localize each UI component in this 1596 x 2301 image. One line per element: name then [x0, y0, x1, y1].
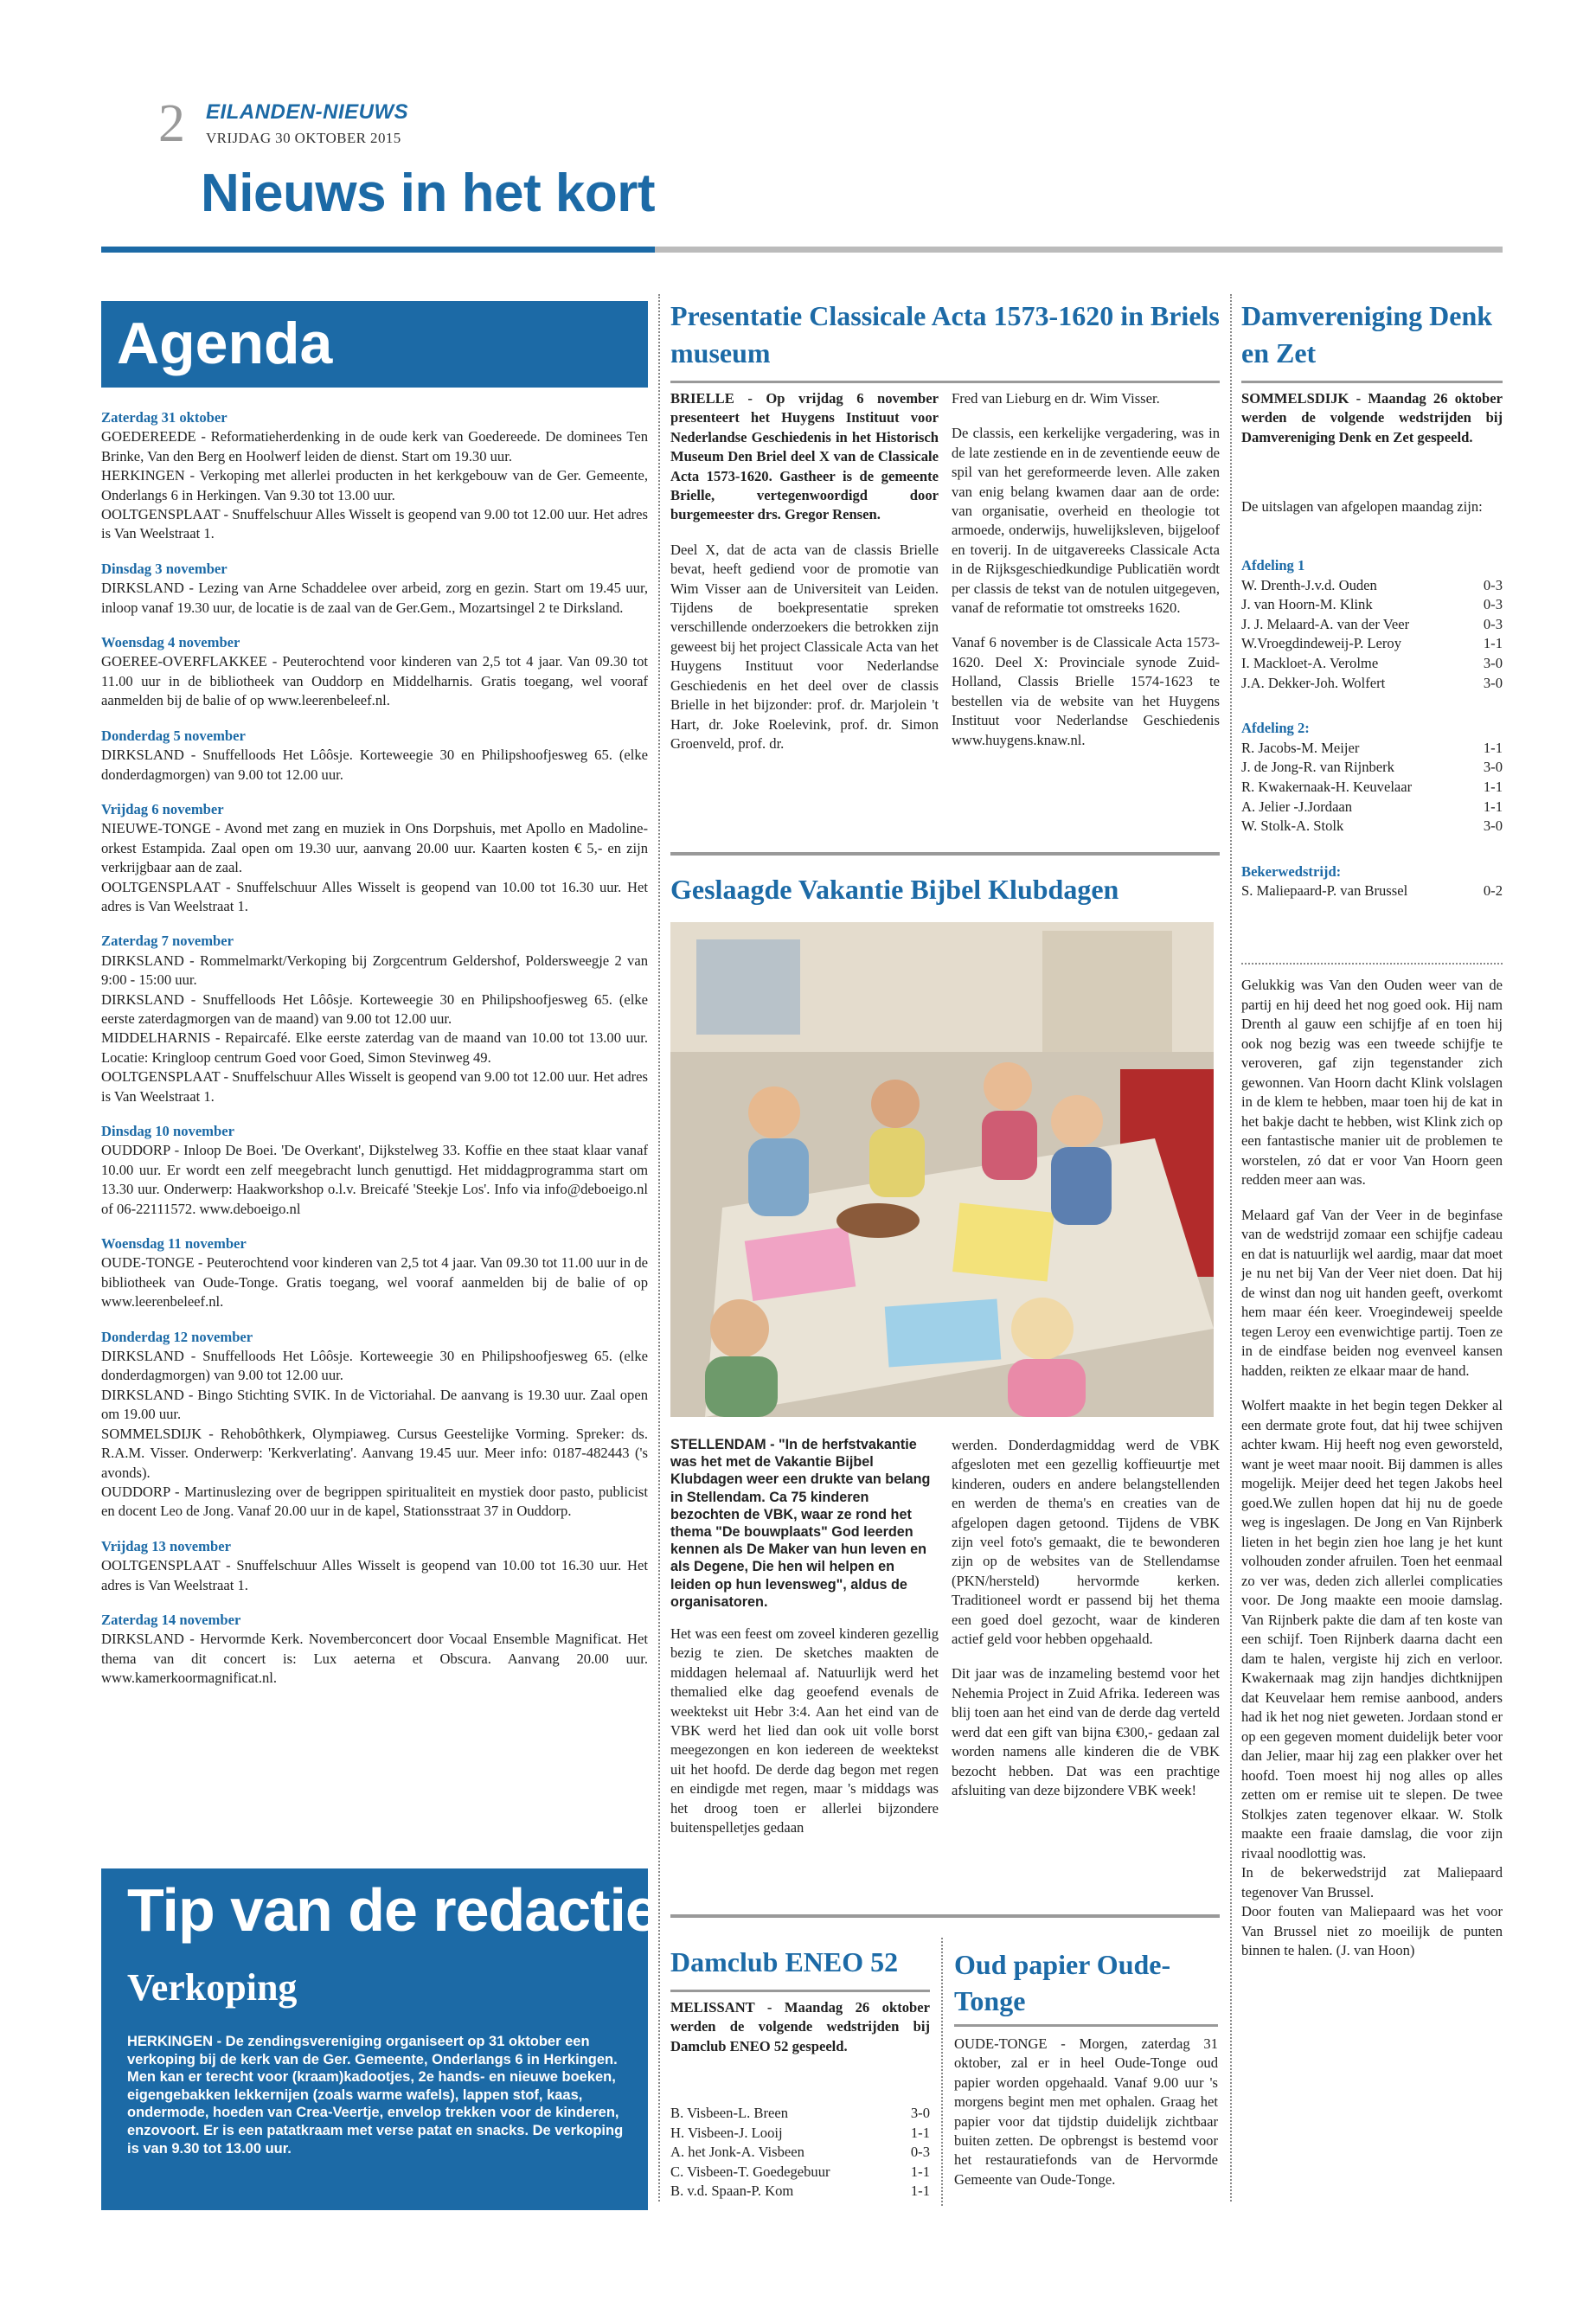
result-score: 0-2: [1483, 882, 1503, 900]
result-score: 1-1: [910, 2163, 930, 2180]
article-title-damclub: Damclub ENEO 52: [670, 1946, 899, 1977]
article-body-vbk-col2: [952, 1436, 1220, 1800]
result-score: 3-0: [1483, 674, 1503, 691]
result-score: 0-3: [1483, 615, 1503, 632]
result-row: [1241, 739, 1503, 759]
article-title-oudpapier: Oud papier Oude-Tonge: [954, 1949, 1171, 2016]
title-rule: [954, 2024, 1218, 2027]
agenda-entry: OUDDORP - Martinuslezing over de begrippen spiritualiteit en mystiek door pasto, publicist en docent Leo de Jong. Vanaf 20.00 uur in de kapel, Stationsstraat 37 in Ouddorp.: [101, 1483, 648, 1520]
result-match: R. Kwakernaak-H. Keuvelaar: [1241, 778, 1413, 795]
report-paragraph: Door fouten van Maliepaard was het voor Van Brussel niet zo moeilijk de punten binnen te halen. (J. van Hoon): [1241, 1903, 1503, 1958]
agenda-entry: OOLTGENSPLAAT - Snuffelschuur Alles Wisselt is geopend van 9.00 tot 12.00 uur. Het adres is Van Weelstraat 1.: [101, 1068, 648, 1105]
article-body-presentatie-col1: [670, 389, 939, 753]
result-match: J. van Hoorn-M. Klink: [1241, 596, 1373, 613]
damclub-results: [670, 2104, 930, 2202]
vbk-photo-illustration: [670, 922, 1214, 1417]
issue-date: VRIJDAG 30 OKTOBER 2015: [206, 130, 401, 146]
page-number: 2: [158, 94, 185, 153]
result-match: W.Vroegdindeweij-P. Leroy: [1241, 635, 1402, 652]
article-divider: [670, 1914, 1220, 1918]
result-row: [1241, 634, 1503, 654]
article-body-vbk-col1: [670, 1436, 939, 1838]
agenda-day: Dinsdag 3 november: [101, 560, 228, 577]
article-title-vbk: Geslaagde Vakantie Bijbel Klubdagen: [670, 874, 1119, 905]
result-match: C. Visbeen-T. Goedegebuur: [670, 2163, 830, 2180]
article-body-oudpapier: OUDE-TONGE - Morgen, zaterdag 31 oktober, zal er in heel Oude-Tonge oud papier worden opgehaald. Vanaf 9.00 uur 's morgens begint men met ophalen. Graag het papier voor dat tijdstip duidelijk zichtbaar buiten zetten. De opbrengst is bestemd voor het restauratiefonds van de Hervormde Gemeente van Oude-Tonge.: [954, 2035, 1218, 2188]
article-lead: STELLENDAM - "In de herfstvakantie was het met de Vakantie Bijbel Klubdagen weer een drukte van belang in Stellendam. Ca 75 kinderen bezochten de VBK, waar ze rond het thema "De bouwplaats" God leerden kennen als De Maker van hun leven en als Degene, Die hen wil helpen en leiden op hun levensweg", aldus de organisatoren.: [670, 1437, 931, 1610]
column-separator: [1230, 294, 1232, 2202]
report-paragraph: Melaard gaf Van der Veer in de beginfase van de wedstrijd zomaar een schijfje cadeau en dat is natuurlijk wel aardig, maar dat moet je nu net bij Van der Veer niet doen. Dat hij de winst dan nog uit handen geeft, overkomt hem maar één keer. Vroegindeweij speelde tegen Leroy een evenwichtige partij. Toen ze in de eindfase beiden nog evenveel kansen hadden, reikten ze elkaar maar de hand.: [1241, 1206, 1503, 1379]
agenda-entry: DIRKSLAND - Bingo Stichting SVIK. In de Victoriahal. De aanvang is 19.30 uur. Zaal open om 19.00 uur.: [101, 1386, 648, 1423]
agenda-entry: DIRKSLAND - Snuffelloods Het Lôôsje. Korteweegie 30 en Philipshoofjesweg 65. (elke eerste zaterdagmorgen van de maand) van 9.00 tot 12.00 uur.: [101, 990, 648, 1027]
results-group-title: Afdeling 2:: [1241, 720, 1310, 737]
results-group-title: Bekerwedstrijd:: [1241, 862, 1342, 880]
article-paragraph: Dit jaar was de inzameling bestemd voor het Nehemia Project in Zuid Afrika. Iedereen was blij toen aan het eind van de derde dag verteld werd dat een gift van bijna €300,- gedaan zal worden namens alle kinderen die de VBK bezocht hebben. Dat was een prachtige afsluiting van deze bijzondere VBK week!: [952, 1665, 1220, 1798]
results-group-title: Afdeling 1: [1241, 557, 1305, 574]
agenda-day: Woensdag 4 november: [101, 634, 240, 651]
agenda-entry: OOLTGENSPLAAT - Snuffelschuur Alles Wisselt is geopend van 9.00 tot 12.00 uur. Het adres is Van Weelstraat 1.: [101, 506, 648, 542]
result-match: A. Jelier -J.Jordaan: [1241, 798, 1353, 815]
agenda-entry: DIRKSLAND - Hervormde Kerk. Novemberconcert door Vocaal Ensemble Magnificat. Het thema van dit concert is: Lux aeterna et Obscura. Aanvang 20.00 uur. www.kamerkoormagnificat.nl.: [101, 1631, 648, 1687]
result-row: [670, 2163, 930, 2182]
result-score: 0-3: [1483, 596, 1503, 613]
result-match: A. het Jonk-A. Visbeen: [670, 2144, 804, 2160]
result-score: 3-0: [1483, 817, 1503, 835]
report-paragraph: Wolfert maakte in het begin tegen Dekker al een dermate grote fout, dat hij twee schijven achter kwam. Hij heeft nog even geworsteld, want je weet maar nooit. Bij dammen is alles mogelijk. Meijer deed het tegen Jakobs heel goed.We zullen hopen dat hij nu de goede weg is ingeslagen. De Jong en Van Rijnberk lieten in het begin zien hoe lang je het kunt volhouden zonder afruilen. Toen het eenmaal zo ver was, deden zich allerlei complicaties voor. De Jong maakte een mooie damslag. Van Rijnberk pakte die dam af ten koste van een schijf. Toen Rijnberk daarna dacht een dam te halen, vergiste hij zich en verloor. Kwakernaak mag zijn handjes dichtknijpen dat Keuvelaar hem remise aanbood, anders had ik het nog niet geweten. Jordaan stond er op een gegeven moment duidelijk beter voor dan Jelier, maar hij zag een plakker over het hoofd. Toen moest hij nog alles op alles zetten om er remise uit te slepen. De twee Stolkjes zaten tegenover elkaar. W. Stolk maakte een fraaie damslag, die voor zijn rivaal noodlottig was.: [1241, 1397, 1503, 1862]
article-paragraph: Fred van Lieburg en dr. Wim Visser.: [952, 390, 1160, 407]
article-paragraph: Het was een feest om zoveel kinderen gezellig bezig te zien. De sketches maakten de middagen helemaal af. Natuurlijk werd het themalied elke dag geoefend evenals de weektekst uit Hebr 3:4. Aan het eind van de VBK werd het lied dan ook uit volle borst meegezongen en kon iedereen de weektekst uit het hoofd. De derde dag begon met regen en eindigde met regen, maar 's middags was het droog toen er allerlei bijzondere buitenspelletjes gedaan: [670, 1625, 939, 1836]
article-paragraph: werden. Donderdagmiddag werd de VBK afgesloten met een gezellig koffieuurtje met kinderen, ouders en andere belangstellenden en werden de thema's en creaties van de afgelopen dagen getoond. Tijdens de VBK zijn veel foto's gemaakt, die te bewonderen zijn op de websites van de Stellendamse (PKN/hersteld) hervormde kerken. Traditioneel wordt er passend bij het thema een goed doel gezocht, waar de kinderen actief geld voor hebben opgehaald.: [952, 1437, 1220, 1648]
result-row: [1241, 758, 1503, 778]
result-match: B. v.d. Spaan-P. Kom: [670, 2182, 794, 2199]
result-score: 3-0: [1483, 654, 1503, 671]
damvereniging-report: [1241, 976, 1503, 1977]
result-score: 1-1: [1483, 635, 1503, 652]
agenda-entry: GOEDEREEDE - Reformatieherdenking in de oude kerk van Goedereede. De dominees Ten Brinke, Van den Berg en Hoolwerf leiden de dienst. Start om 19.30 uur.: [101, 428, 648, 465]
result-row: [670, 2182, 930, 2202]
result-score: 0-3: [910, 2144, 930, 2160]
section-title: Nieuws in het kort: [201, 163, 655, 223]
result-match: B. Visbeen-L. Breen: [670, 2105, 789, 2121]
result-row: [1241, 798, 1503, 817]
result-row: [670, 2104, 930, 2124]
result-match: I. Mackloet-A. Verolme: [1241, 654, 1379, 671]
result-row: [1241, 881, 1503, 901]
result-score: 0-3: [1483, 576, 1503, 593]
agenda-day: Vrijdag 13 november: [101, 1537, 231, 1554]
article-title-damvereniging: Damvereniging Denk en Zet: [1241, 300, 1493, 369]
agenda-entry: SOMMELSDIJK - Rehobôthkerk, Olympiaweg. Cursus Geestelijke Vorming. Spreker: ds. R.A.M. Visser. Onderwerp: 'Kerkverlating'. Aanvang 19.45 uur. Meer info: 0187-482443 ('s avonds).: [101, 1425, 648, 1481]
result-match: J. de Jong-R. van Rijnberk: [1241, 759, 1394, 776]
title-rule: [670, 381, 1220, 383]
result-row: [670, 2143, 930, 2163]
article-lead: BRIELLE - Op vrijdag 6 november presenteert het Huygens Instituut voor Nederlandse Geschiedenis in het Historisch Museum Den Briel deel X van de Classicale Acta 1573-1620. Gastheer is de gemeente Brielle, vertegenwoordigd door burgemeester drs. Gregor Rensen.: [670, 390, 939, 523]
agenda-title: Agenda: [117, 311, 333, 376]
result-match: W. Drenth-J.v.d. Ouden: [1241, 576, 1377, 593]
agenda-day: Zaterdag 14 november: [101, 1611, 241, 1628]
result-score: 3-0: [910, 2105, 930, 2121]
article-paragraph: De classis, een kerkelijke vergadering, was in de late zestiende en in de zeventiende eeuw de spil van het gereformeerde leven. Alle zaken van enig belang kwamen daar aan de orde: van organisatie, overheid en theologie tot armoede, onderwijs, huwelijksleven, bijgeloof en toverij. In de uitgavereeks Classicale Acta in de Rijksgeschiedkundige Publicatiën wordt per classis de tekst van de notulen uitgegeven, vanaf de reformatie tot omstreeks 1620.: [952, 425, 1220, 617]
agenda-entry: NIEUWE-TONGE - Avond met zang en muziek in Ons Dorpshuis, met Apollo en Madoline-orkest Estampida. Zaal open om 19.30 uur, aanvang 20.00 uur. Kaarten kosten € 5,- en zijn verkrijgbaar aan de zaal.: [101, 820, 648, 876]
article-body-presentatie-col2: [952, 389, 1220, 750]
article-paragraph: Deel X, dat de acta van de classis Brielle bevat, heeft gediend voor de promotie van Wim Visser aan de Universiteit van Leiden. Tijdens de boekpresentatie spreken verschillende onderzoekers die betrokken zijn geweest bij het project Classicale Acta van het Huygens Instituut voor Nederlandse Geschiedenis en het deel over de classis Brielle in het bijzonder: prof. dr. Marjolein 't Hart, dr. Joke Roelevink, prof. dr. Simon Groenveld, prof. dr.: [670, 541, 939, 752]
header-rule: [101, 247, 655, 253]
agenda-entry: DIRKSLAND - Snuffelloods Het Lôôsje. Korteweegie 30 en Philipshoofjesweg 65. (elke donderdagmorgen) van 9.00 tot 12.00 uur.: [101, 747, 648, 783]
result-score: 1-1: [910, 2124, 930, 2141]
result-row: [1241, 778, 1503, 798]
article-intro: De uitslagen van afgelopen maandag zijn:: [1241, 498, 1483, 515]
article-divider: [670, 852, 1220, 856]
agenda-day: Zaterdag 7 november: [101, 933, 234, 950]
result-row: [1241, 654, 1503, 674]
tip-body: HERKINGEN - De zendingsvereniging organiseert op 31 oktober een verkoping bij de kerk van de Ger. Gemeente, Onderlangs 6 in Herkingen. Men kan er terecht voor (kraam)kadootjes, 2e hands- en nieuwe boeken, eigengebakken lekkernijen (zoals warme wafels), lappen stof, kaas, ondermode, hoeden van Crea-Veertje, envelop trekken voor de kinderen, enzovoort. Er is een patatkraam met verse patat en snacks. De verkoping is van 9.30 tot 13.00 uur.: [127, 2034, 624, 2157]
result-score: 1-1: [1483, 798, 1503, 815]
newspaper-logo: EILANDEN-NIEUWS: [206, 100, 409, 124]
agenda-day: Dinsdag 10 november: [101, 1123, 234, 1139]
result-match: S. Maliepaard-P. van Brussel: [1241, 882, 1408, 900]
result-score: 3-0: [1483, 759, 1503, 776]
result-row: [670, 2124, 930, 2144]
agenda-day: Vrijdag 6 november: [101, 800, 224, 817]
agenda-day: Donderdag 12 november: [101, 1328, 253, 1345]
result-score: 1-1: [1483, 778, 1503, 795]
agenda-day: Donderdag 5 november: [101, 727, 246, 744]
tip-title: Tip van de redactie: [127, 1876, 658, 1944]
column-separator: [658, 294, 660, 2202]
damvereniging-results: [1241, 556, 1503, 901]
article-divider: [1241, 963, 1503, 965]
agenda-entry: GOEREE-OVERFLAKKEE - Peuterochtend voor kinderen van 2,5 tot 4 jaar. Van 09.30 tot 11.00 uur in de bibliotheek van Ouddorp en Middelharnis. Gratis toegang, wel vooraf aanmelden bij de balie of op www.leerenbeleef.nl.: [101, 653, 648, 709]
agenda-entry: HERKINGEN - Verkoping met allerlei producten in het kerkgebouw van de Ger. Gemeente, Onderlangs 6 in Herkingen. Van 9.30 tot 13.00 uur.: [101, 467, 648, 503]
result-match: R. Jacobs-M. Meijer: [1241, 739, 1360, 756]
agenda-entry: DIRKSLAND - Snuffelloods Het Lôôsje. Korteweegie 30 en Philipshoofjesweg 65. (elke donderdagmorgen) van 9.00 tot 12.00 uur.: [101, 1348, 648, 1384]
agenda-entry: OUDDORP - Inloop De Boei. 'De Overkant', Dijkstelweg 33. Koffie en thee staat klaar vanaf 10.00 uur. Er wordt een zelf meegebracht lunch genuttigd. Het middagprogramma start om 13.30 uur. Onderwerp: Haakworkshop o.l.v. Breicafé 'Steekje Los'. Info via info@deboeigo.nl of 06-22111572. www.deboeigo.nl: [101, 1142, 648, 1217]
agenda-entry: OOLTGENSPLAAT - Snuffelschuur Alles Wisselt is geopend van 10.00 tot 16.30 uur. Het adres is Van Weelstraat 1.: [101, 878, 648, 914]
result-score: 1-1: [1483, 739, 1503, 756]
result-row: [1241, 817, 1503, 836]
article-title-presentatie: Presentatie Classicale Acta 1573-1620 in Briels museum: [670, 300, 1220, 369]
result-match: W. Stolk-A. Stolk: [1241, 817, 1344, 835]
result-match: H. Visbeen-J. Looij: [670, 2124, 783, 2141]
title-rule: [670, 1990, 930, 1992]
tip-subtitle: Verkoping: [127, 1966, 298, 2009]
report-paragraph: Gelukkig was Van den Ouden weer van de partij en hij deed het nog goed ook. Hij nam Drenth al gauw een schijfje af en toen hij ook nog bezig was een tweede schijfje te veroveren, gaf zijn tegenstander zich gewonnen. Van Hoorn dacht Klink volslagen in de klem te hebben, maar toen hij de kat in het bakje dacht te hebben, wist Klink zich op een fantastische manier uit de problemen te worstelen, zó dat er voor Van Hoorn geen redden meer aan was.: [1241, 977, 1503, 1188]
agenda-entry: MIDDELHARNIS - Repaircafé. Elke eerste zaterdag van de maand van 10.00 tot 13.00 uur. Locatie: Kringloop centrum Goed voor Goed, Simon Stevinweg 49.: [101, 1029, 648, 1066]
report-paragraph: In de bekerwedstrijd zat Maliepaard tegenover Van Brussel.: [1241, 1864, 1503, 1900]
agenda-day: Woensdag 11 november: [101, 1235, 247, 1253]
agenda-entry: DIRKSLAND - Lezing van Arne Schaddelee over arbeid, zorg en gezin. Start om 19.45 uur, inloop vanaf 19.30 uur, de locatie is de zaal van de Ger.Gem., Mozartsingel 2 te Dirksland.: [101, 580, 648, 616]
vbk-photo: [670, 922, 1214, 1417]
result-row: [1241, 615, 1503, 635]
article-lead: SOMMELSDIJK - Maandag 26 oktober werden de volgende wedstrijden bij Damvereniging Denk en Zet gespeeld.: [1241, 390, 1503, 445]
agenda-day: Zaterdag 31 oktober: [101, 409, 228, 426]
result-match: J. J. Melaard-A. van der Veer: [1241, 615, 1410, 632]
header-rule-grey: [655, 247, 1503, 253]
result-score: 1-1: [910, 2182, 930, 2199]
agenda-entry: OOLTGENSPLAAT - Snuffelschuur Alles Wisselt is geopend van 10.00 tot 16.30 uur. Het adres is Van Weelstraat 1.: [101, 1557, 648, 1593]
title-rule: [1241, 381, 1503, 383]
result-row: [1241, 595, 1503, 615]
agenda-list: [101, 408, 648, 1689]
result-row: [1241, 674, 1503, 694]
agenda-entry: OUDE-TONGE - Peuterochtend voor kinderen van 2,5 tot 4 jaar. Van 09.30 tot 11.00 uur in de bibliotheek van Oude-Tonge. Gratis toegang, wel vooraf aanmelden bij de balie of op www.leerenbeleef.nl.: [101, 1254, 648, 1311]
article-lead: MELISSANT - Maandag 26 oktober werden de volgende wedstrijden bij Damclub ENEO 52 gespeeld.: [670, 1999, 930, 2054]
article-paragraph: Vanaf 6 november is de Classicale Acta 1573-1620. Deel X: Provinciale synode Zuid-Holland, Classis Brielle 1574-1623 te bestellen via de website van het Huygens Instituut voor Nederlandse Geschiedenis www.huygens.knaw.nl.: [952, 634, 1220, 748]
column-separator: [941, 1938, 943, 2206]
result-row: [1241, 576, 1503, 596]
result-match: J.A. Dekker-Joh. Wolfert: [1241, 674, 1386, 691]
agenda-entry: DIRKSLAND - Rommelmarkt/Verkoping bij Zorgcentrum Geldershof, Poldersweegje 2 van 9:00 - 15:00 uur.: [101, 952, 648, 989]
